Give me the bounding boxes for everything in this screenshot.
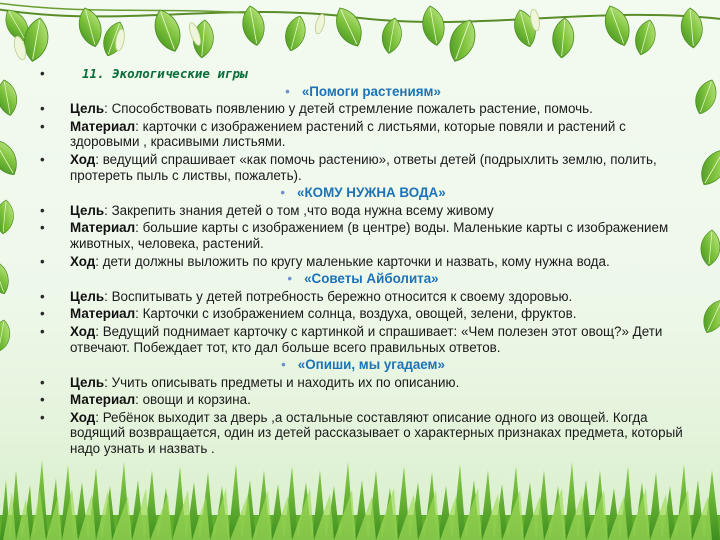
game-row xyxy=(38,203,688,219)
slide-content xyxy=(38,66,688,459)
bullet-icon: • xyxy=(40,253,45,269)
bullet-icon: • xyxy=(40,202,45,218)
bullet-icon: • xyxy=(40,409,45,425)
row-label: Цель xyxy=(70,101,105,117)
game-row xyxy=(38,152,688,183)
row-text: : Учить описывать предметы и находить их по описанию. xyxy=(104,374,460,390)
game-title-row xyxy=(38,185,688,201)
game-row xyxy=(38,375,688,391)
bullet-icon: • xyxy=(40,306,45,322)
row-label: Материал xyxy=(70,306,136,322)
row-text: : Закрепить знания детей о том ,что вода нужна всему живому xyxy=(104,202,494,218)
row-label: Ход xyxy=(70,253,96,269)
bullet-icon: • xyxy=(40,118,45,134)
game-title-row xyxy=(38,357,688,373)
game-row xyxy=(38,119,688,150)
section-title: 11. Экологические игры xyxy=(82,66,248,81)
bullet-icon: • xyxy=(40,220,45,236)
game-title: «Советы Айболита» xyxy=(304,271,439,287)
row-label: Цель xyxy=(70,374,105,390)
row-text: : овощи и корзина. xyxy=(135,392,251,408)
row-label: Материал xyxy=(70,118,136,134)
row-label: Цель xyxy=(70,202,105,218)
bullet-icon: • xyxy=(40,101,45,117)
game-row xyxy=(38,324,688,355)
bullet-icon: • xyxy=(40,288,45,304)
bullet-icon: • xyxy=(40,392,45,408)
game-title: «Опиши, мы угадаем» xyxy=(297,357,445,373)
game-title: «КОМУ НУЖНА ВОДА» xyxy=(297,185,446,201)
game-row xyxy=(38,101,688,117)
row-label: Материал xyxy=(70,220,136,236)
game-row xyxy=(38,220,688,251)
bullet-icon: • xyxy=(40,66,45,81)
row-text: : ведущий спрашивает «как помочь растению», ответы детей (подрыхлить землю, полить, протереть пыль с листвы, пожалеть). xyxy=(70,151,657,183)
game-row xyxy=(38,410,688,457)
row-text: : карточки с изображением растений с листьями, которые повяли и растений с здоровыми , красивыми листьями. xyxy=(70,118,626,150)
row-label: Ход xyxy=(70,323,96,339)
game-row xyxy=(38,254,688,270)
section-title-row xyxy=(38,66,688,82)
game-title: «Помоги растениям» xyxy=(301,83,441,99)
row-text: : дети должны выложить по кругу маленькие карточки и назвать, кому нужна вода. xyxy=(95,253,610,269)
row-text: : Карточки с изображением солнца, воздуха, овощей, зелени, фруктов. xyxy=(135,306,577,322)
bullet-icon: • xyxy=(280,185,286,201)
bullet-icon: • xyxy=(287,271,293,287)
row-text: : Ведущий поднимает карточку с картинкой и спрашивает: «Чем полезен этот овощ?» Дети отвечают. Побеждает тот, кто дал больше всего правильных ответов. xyxy=(70,323,663,355)
row-label: Ход xyxy=(70,151,96,167)
game-row xyxy=(38,306,688,322)
row-text: : большие карты с изображением (в центре) воды. Маленькие карты с изображением животных, человека, растений. xyxy=(70,220,669,251)
row-text: : Способствовать появлению у детей стремление пожалеть растение, помочь. xyxy=(104,101,593,117)
row-text: : Ребёнок выходит за дверь ,а остальные составляют описание одного из овощей. Когда водящий возвращается, один из детей рассказывает о характерных признаках предмета, который надо узнать и назвать . xyxy=(70,409,683,457)
game-title-row xyxy=(38,271,688,287)
game-title-row xyxy=(38,84,688,100)
bullet-icon: • xyxy=(40,151,45,167)
bullet-icon: • xyxy=(40,323,45,339)
bullet-icon: • xyxy=(281,357,286,373)
game-row xyxy=(38,289,688,305)
row-label: Цель xyxy=(70,288,105,304)
bullet-icon: • xyxy=(40,374,45,390)
game-row xyxy=(38,392,688,408)
row-text: : Воспитывать у детей потребность бережно относится к своему здоровью. xyxy=(104,288,573,304)
row-label: Материал xyxy=(70,392,136,408)
row-label: Ход xyxy=(70,409,96,425)
bullet-icon: • xyxy=(285,83,290,99)
